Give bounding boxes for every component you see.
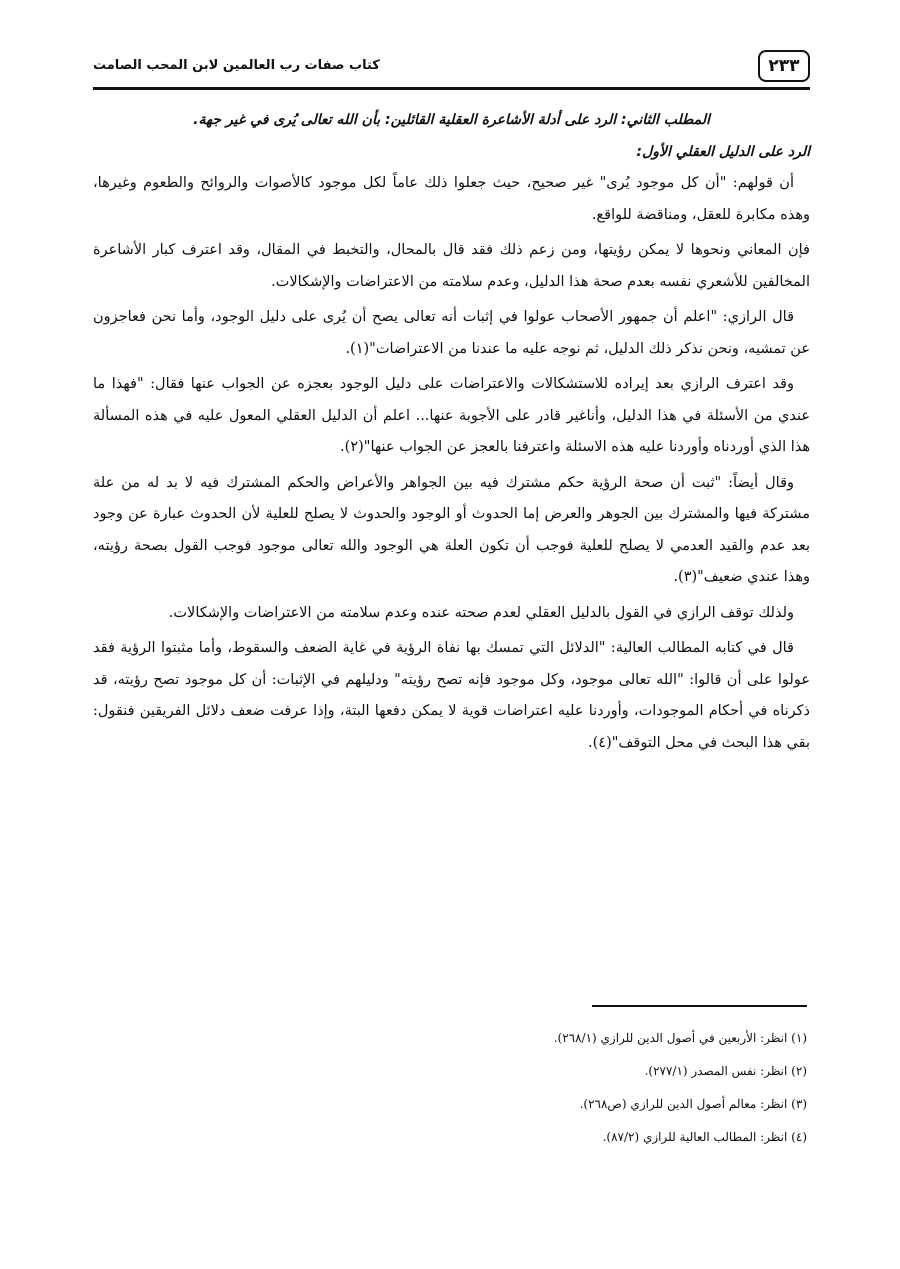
footnotes (90, 1022, 807, 1154)
paragraph: وقال أيضاً: "ثبت أن صحة الرؤية حكم مشترك فيه بين الجواهر والأعراض والحكم المشترك فيه لا بد له من علة مشتركة فيها والمشترك بين الجوهر والعرض إما الحدوث أو الوجود والحدوث لا يصلح للعلية لأن الحدوث عبارة عن وجود بعد عدم والقيد العدمي لا يصلح للعلية فوجب أن تكون العلة هي الوجود والله تعالى موجود فوجب القول بصحة رؤيته، وهذا عندي ضعيف"(٣). (93, 474, 810, 585)
page-number: ٢٣٣ (758, 50, 810, 82)
paragraph: قال في كتابه المطالب العالية: "الدلائل التي تمسك بها نفاة الرؤية في غاية الضعف والسقوط، وأما مثبتوا الرؤية فقد عولوا على أن قالوا: "الله تعالى موجود، وكل موجود فإنه تصح رؤيته" ودليلهم في الإثبات: أن كل موجود تصح رؤيته، قد ذكرناه في أحكام الموجودات، وأوردنا عليه اعتراضات قوية لا يمكن دفعها البتة، وإذا عرفت ضعف دلائل الفريقين فنقول: بقي هذا البحث في محل التوقف"(٤). (93, 640, 810, 751)
paragraph: فإن المعاني ونحوها لا يمكن رؤيتها، ومن زعم ذلك فقد قال بالمحال، والتخبط في المقال، وقد اعترف كبار الأشاعرة المخالفين للأشعري نفسه بعدم صحة هذا الدليل، وعدم سلامته من الاعتراضات والإشكالات. (93, 242, 810, 290)
footnote: (٤) انظر: المطالب العالية للرازي (٨٧/٢). (602, 1130, 807, 1144)
footnote: (٢) انظر: نفس المصدر (٢٧٧/١). (644, 1064, 807, 1078)
main-content (93, 104, 810, 763)
page-header (93, 50, 810, 90)
paragraph: وقد اعترف الرازي بعد إيراده للاستشكالات والاعتراضات على دليل الوجود بعجزه عن الجواب عنها فقال: "فهذا ما عندي من الأسئلة في هذا الدليل، وأناغير قادر على الأجوبة عنها... اعلم أن الدليل العقلي المعول عليه في هذه المسألة هذا الذي أوردناه وأوردنا عليه هذه الاسئلة واعترفنا بالعجز عن الجواب عنها"(٢). (93, 376, 810, 455)
paragraph: قال الرازي: "اعلم أن جمهور الأصحاب عولوا في إثبات أنه تعالى يصح أن يُرى على دليل الوجود، وأما نحن فعاجزون عن تمشيه، ونحن نذكر ذلك الدليل، ثم نوجه عليه ما عندنا من الاعتراضات"(١). (93, 309, 810, 357)
header-divider (93, 87, 810, 90)
footnote-divider (592, 1005, 807, 1007)
section-heading: المطلب الثاني: الرد على أدلة الأشاعرة العقلية القائلين: بأن الله تعالى يُرى في غير جهة. (193, 112, 710, 128)
footnote: (١) انظر: الأربعين في أصول الدين للرازي (٢٦٨/١). (553, 1031, 807, 1045)
book-title: كتاب صفات رب العالمين لابن المحب الصامت (93, 58, 380, 73)
paragraph: ولذلك توقف الرازي في القول بالدليل العقلي لعدم صحته عنده وعدم سلامته من الاعتراضات والإشكالات. (168, 604, 794, 621)
subsection-heading: الرد على الدليل العقلي الأول: (636, 144, 810, 160)
footnote: (٣) انظر: معالم أصول الدين للرازي (ص٢٦٨). (579, 1097, 807, 1111)
paragraph: أن قولهم: "أن كل موجود يُرى" غير صحيح، حيث جعلوا ذلك عاماً لكل موجود كالأصوات والروائح والطعوم وغيرها، وهذه مكابرة للعقل، ومناقضة للواقع. (93, 175, 810, 223)
